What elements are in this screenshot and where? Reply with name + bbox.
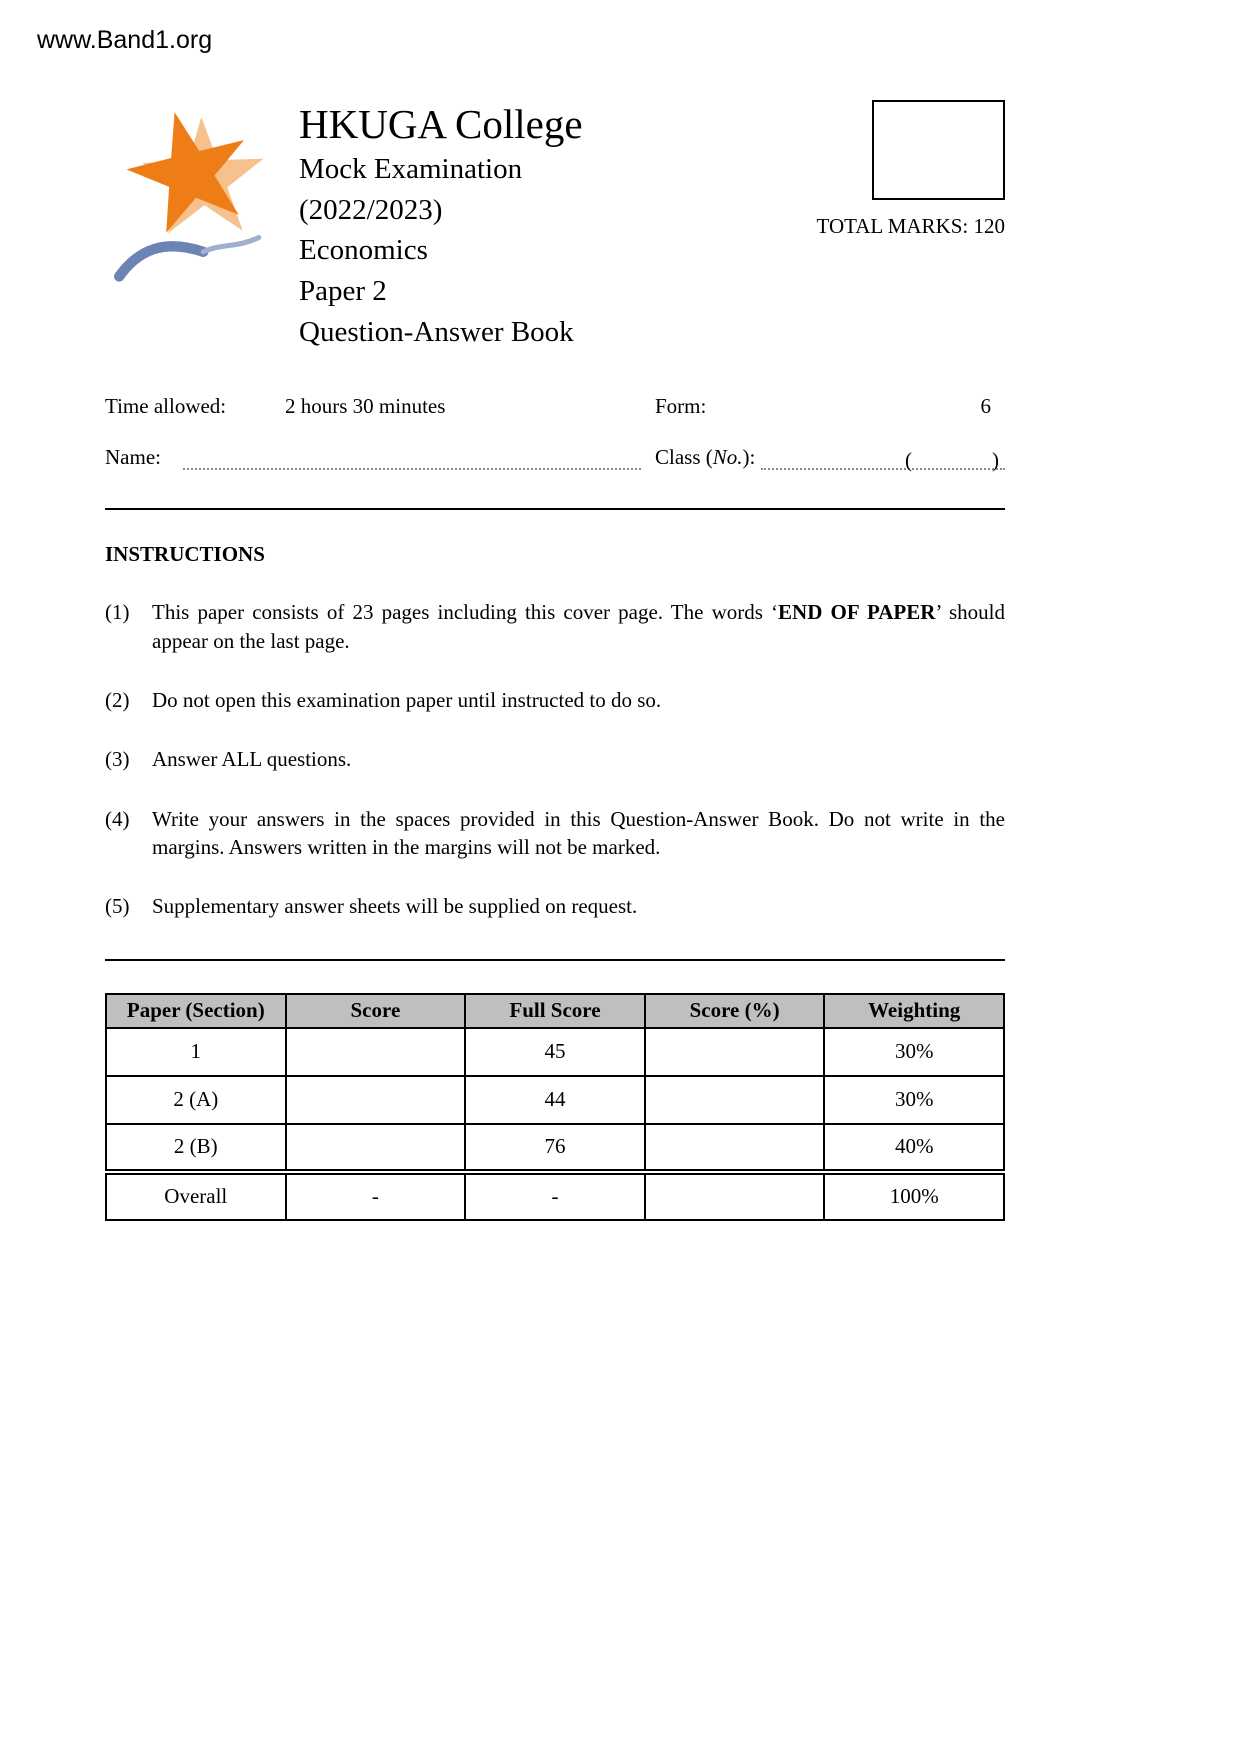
instruction-number: (3) — [105, 747, 130, 772]
candidate-info — [105, 394, 1005, 473]
score-pct-cell — [645, 1124, 825, 1172]
school-logo — [111, 102, 269, 302]
school-name: HKUGA College — [299, 101, 583, 147]
instruction-number: (5) — [105, 894, 130, 919]
col-header-weighting: Weighting — [824, 994, 1004, 1028]
instruction-item — [105, 686, 1005, 714]
form-value: 6 — [980, 394, 991, 419]
time-allowed-value: 2 hours 30 minutes — [285, 394, 446, 419]
section-cell: 2 (A) — [106, 1076, 286, 1124]
name-class-row — [105, 445, 1005, 473]
instruction-text: Do not open this examination paper until instructed to do so. — [152, 687, 662, 712]
class-no-paren-close: ) — [992, 448, 999, 473]
form-group — [655, 394, 1005, 419]
instruction-number: (2) — [105, 687, 130, 712]
exam-line: Mock Examination — [299, 153, 523, 186]
exam-line: Paper 2 — [299, 274, 387, 307]
score-cell — [286, 1076, 466, 1124]
score-cell — [286, 1028, 466, 1076]
score-pct-cell — [645, 1076, 825, 1124]
instruction-item — [105, 598, 1005, 655]
exam-line: (2022/2023) — [299, 193, 443, 226]
class-label: Class (No.): — [655, 445, 756, 470]
table-row — [106, 1028, 1004, 1076]
full-score-cell: 44 — [465, 1076, 645, 1124]
score-table-section — [105, 993, 1005, 1221]
weighting-cell: 30% — [824, 1028, 1004, 1076]
score-cell — [286, 1124, 466, 1172]
instruction-item — [105, 805, 1005, 862]
divider-top — [105, 508, 1005, 510]
class-group — [655, 445, 1005, 473]
full-score-cell: 45 — [465, 1028, 645, 1076]
exam-line: Question-Answer Book — [299, 315, 574, 348]
col-header-score: Score — [286, 994, 466, 1028]
marks-box — [872, 100, 1005, 200]
section-cell: 1 — [106, 1028, 286, 1076]
score-table — [105, 993, 1005, 1221]
title-block — [299, 100, 583, 352]
score-pct-cell — [645, 1028, 825, 1076]
table-row-overall — [106, 1172, 1004, 1220]
full-score-cell: 76 — [465, 1124, 645, 1172]
table-row — [106, 1124, 1004, 1172]
score-table-header-row — [106, 994, 1004, 1028]
instruction-item — [105, 892, 1005, 920]
score-pct-cell — [645, 1172, 825, 1220]
instruction-text: Supplementary answer sheets will be supplied on request. — [152, 894, 638, 919]
col-header-paper-section: Paper (Section) — [106, 994, 286, 1028]
star-logo-icon — [111, 102, 269, 297]
time-form-row — [105, 394, 1005, 419]
col-header-full-score: Full Score — [465, 994, 645, 1028]
section-cell: Overall — [106, 1172, 286, 1220]
class-field-line — [761, 448, 1005, 473]
site-watermark: www.Band1.org — [37, 26, 213, 54]
score-cell: - — [286, 1172, 466, 1220]
time-allowed-label: Time allowed: — [105, 394, 227, 419]
instruction-text: This paper consists of 23 pages including this cover page. The words ‘END OF PAPER’ should appear on the last page. — [152, 600, 1005, 653]
marks-area — [817, 100, 1006, 239]
exam-header — [105, 100, 1005, 352]
total-marks-label: TOTAL MARKS: 120 — [816, 214, 1005, 238]
instructions-section — [105, 542, 1005, 920]
name-label: Name: — [105, 445, 161, 470]
form-label: Form: — [655, 394, 707, 419]
instruction-text: Write your answers in the spaces provided in this Question-Answer Book. Do not write in the margins. Answers written in the margins will not be marked. — [152, 806, 1005, 859]
instructions-heading: INSTRUCTIONS — [105, 542, 265, 567]
divider-bottom — [105, 959, 1005, 961]
instruction-number: (4) — [105, 806, 130, 831]
name-field-line — [183, 448, 641, 470]
instruction-item — [105, 745, 1005, 773]
section-cell: 2 (B) — [106, 1124, 286, 1172]
class-no-paren-open: ( — [905, 448, 912, 473]
table-row — [106, 1076, 1004, 1124]
weighting-cell: 100% — [824, 1172, 1004, 1220]
weighting-cell: 30% — [824, 1076, 1004, 1124]
instruction-text: Answer ALL questions. — [152, 747, 352, 772]
exam-line: Economics — [299, 234, 428, 267]
weighting-cell: 40% — [824, 1124, 1004, 1172]
instruction-number: (1) — [105, 600, 130, 625]
col-header-score-pct: Score (%) — [645, 994, 825, 1028]
full-score-cell: - — [465, 1172, 645, 1220]
